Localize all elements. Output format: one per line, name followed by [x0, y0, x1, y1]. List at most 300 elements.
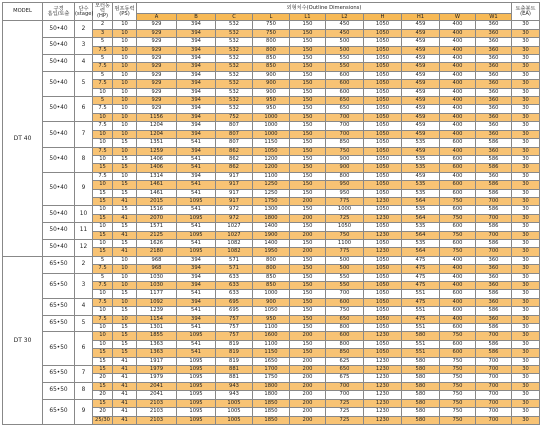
- boost-cell: 10: [113, 71, 137, 79]
- value-cell: 1900: [253, 231, 290, 239]
- value-cell: 360: [476, 105, 512, 113]
- value-cell: 800: [326, 340, 364, 348]
- value-cell: 950: [253, 105, 290, 113]
- motor-cell: 15: [93, 382, 113, 390]
- value-cell: 1050: [364, 21, 402, 29]
- value-cell: 700: [326, 130, 364, 138]
- value-cell: 2103: [137, 416, 177, 424]
- value-cell: 30: [512, 139, 540, 147]
- value-cell: 1800: [253, 214, 290, 222]
- header-stages: 단수 (stage): [75, 3, 93, 21]
- value-cell: 550: [326, 282, 364, 290]
- value-cell: 600: [326, 332, 364, 340]
- value-cell: 541: [177, 290, 216, 298]
- value-cell: 1750: [253, 197, 290, 205]
- value-cell: 1095: [177, 248, 216, 256]
- value-cell: 943: [216, 382, 253, 390]
- value-cell: 459: [402, 122, 440, 130]
- value-cell: 150: [290, 113, 326, 121]
- value-cell: 917: [216, 189, 253, 197]
- flow-cell: 50•40: [43, 55, 75, 72]
- value-cell: 1850: [253, 399, 290, 407]
- motor-cell: 10: [93, 290, 113, 298]
- value-cell: 360: [476, 172, 512, 180]
- value-cell: 757: [216, 324, 253, 332]
- motor-cell: 10: [93, 223, 113, 231]
- value-cell: 1050: [364, 130, 402, 138]
- value-cell: 819: [216, 349, 253, 357]
- value-cell: 200: [290, 408, 326, 416]
- value-cell: 551: [402, 290, 440, 298]
- motor-cell: 15: [93, 164, 113, 172]
- value-cell: 541: [177, 324, 216, 332]
- value-cell: 30: [512, 231, 540, 239]
- value-cell: 564: [402, 214, 440, 222]
- stage-cell: 5: [75, 71, 93, 96]
- value-cell: 700: [476, 197, 512, 205]
- value-cell: 586: [476, 181, 512, 189]
- boost-cell: 10: [113, 105, 137, 113]
- value-cell: 929: [137, 21, 177, 29]
- value-cell: 400: [440, 113, 476, 121]
- value-cell: 1301: [137, 324, 177, 332]
- value-cell: 1050: [364, 147, 402, 155]
- value-cell: 571: [216, 256, 253, 264]
- boost-cell: 15: [113, 340, 137, 348]
- stage-cell: 7: [75, 366, 93, 383]
- value-cell: 800: [326, 172, 364, 180]
- value-cell: 580: [402, 366, 440, 374]
- value-cell: 394: [177, 113, 216, 121]
- value-cell: 1571: [137, 223, 177, 231]
- value-cell: 150: [290, 298, 326, 306]
- value-cell: 1230: [364, 416, 402, 424]
- value-cell: 1250: [253, 189, 290, 197]
- value-cell: 750: [440, 416, 476, 424]
- motor-cell: 10: [93, 155, 113, 163]
- value-cell: 900: [253, 88, 290, 96]
- flow-cell: 65•50: [43, 315, 75, 332]
- motor-cell: 20: [93, 374, 113, 382]
- value-cell: 360: [476, 130, 512, 138]
- value-cell: 750: [440, 214, 476, 222]
- value-cell: 535: [402, 206, 440, 214]
- value-cell: 750: [326, 147, 364, 155]
- value-cell: 2070: [137, 214, 177, 222]
- value-cell: 541: [177, 155, 216, 163]
- header-dim-l: L: [253, 14, 290, 21]
- table-row: [3, 38, 540, 46]
- value-cell: 1030: [137, 273, 177, 281]
- value-cell: 150: [290, 55, 326, 63]
- value-cell: 1050: [364, 256, 402, 264]
- table-row: [3, 399, 540, 407]
- value-cell: 586: [476, 223, 512, 231]
- value-cell: 394: [177, 29, 216, 37]
- value-cell: 450: [326, 29, 364, 37]
- value-cell: 700: [476, 231, 512, 239]
- value-cell: 1050: [364, 223, 402, 231]
- value-cell: 2041: [137, 391, 177, 399]
- motor-cell: 7.5: [93, 63, 113, 71]
- value-cell: 1204: [137, 122, 177, 130]
- spec-body: [3, 21, 540, 425]
- value-cell: 30: [512, 97, 540, 105]
- boost-cell: 15: [113, 349, 137, 357]
- value-cell: 200: [290, 391, 326, 399]
- value-cell: 459: [402, 105, 440, 113]
- value-cell: 30: [512, 332, 540, 340]
- boost-cell: 15: [113, 139, 137, 147]
- value-cell: 586: [476, 164, 512, 172]
- value-cell: 394: [177, 172, 216, 180]
- value-cell: 150: [290, 206, 326, 214]
- value-cell: 1082: [216, 248, 253, 256]
- value-cell: 1050: [364, 172, 402, 180]
- stage-cell: 2: [75, 256, 93, 273]
- value-cell: 600: [440, 340, 476, 348]
- value-cell: 400: [440, 71, 476, 79]
- table-row: [3, 239, 540, 247]
- value-cell: 30: [512, 391, 540, 399]
- value-cell: 1095: [177, 408, 216, 416]
- value-cell: 30: [512, 63, 540, 71]
- value-cell: 394: [177, 130, 216, 138]
- value-cell: 532: [216, 105, 253, 113]
- value-cell: 30: [512, 155, 540, 163]
- boost-cell: 10: [113, 80, 137, 88]
- value-cell: 950: [253, 97, 290, 105]
- value-cell: 360: [476, 71, 512, 79]
- motor-cell: 10: [93, 340, 113, 348]
- value-cell: 541: [177, 239, 216, 247]
- value-cell: 459: [402, 147, 440, 155]
- value-cell: 900: [253, 80, 290, 88]
- boost-cell: 10: [113, 147, 137, 155]
- value-cell: 1050: [364, 265, 402, 273]
- motor-cell: 5: [93, 273, 113, 281]
- value-cell: 400: [440, 29, 476, 37]
- value-cell: 30: [512, 239, 540, 247]
- value-cell: 532: [216, 38, 253, 46]
- value-cell: 1150: [253, 349, 290, 357]
- value-cell: 750: [440, 399, 476, 407]
- value-cell: 929: [137, 55, 177, 63]
- value-cell: 30: [512, 80, 540, 88]
- value-cell: 150: [290, 307, 326, 315]
- value-cell: 394: [177, 46, 216, 54]
- value-cell: 541: [177, 206, 216, 214]
- flow-cell: 50•40: [43, 21, 75, 38]
- value-cell: 30: [512, 223, 540, 231]
- stage-cell: 5: [75, 315, 93, 332]
- value-cell: 30: [512, 324, 540, 332]
- value-cell: 750: [440, 382, 476, 390]
- motor-cell: 10: [93, 88, 113, 96]
- flow-cell: 50•40: [43, 38, 75, 55]
- value-cell: 807: [216, 122, 253, 130]
- value-cell: 1200: [253, 164, 290, 172]
- motor-cell: 5: [93, 38, 113, 46]
- motor-cell: 15: [93, 197, 113, 205]
- value-cell: 1979: [137, 374, 177, 382]
- value-cell: 1050: [364, 38, 402, 46]
- value-cell: 500: [326, 38, 364, 46]
- value-cell: 1200: [253, 155, 290, 163]
- value-cell: 30: [512, 265, 540, 273]
- value-cell: 850: [326, 349, 364, 357]
- value-cell: 394: [177, 105, 216, 113]
- value-cell: 459: [402, 130, 440, 138]
- boost-cell: 15: [113, 189, 137, 197]
- value-cell: 30: [512, 197, 540, 205]
- table-row: [3, 315, 540, 323]
- value-cell: 541: [177, 349, 216, 357]
- value-cell: 750: [440, 332, 476, 340]
- value-cell: 1050: [364, 189, 402, 197]
- value-cell: 459: [402, 113, 440, 121]
- value-cell: 1050: [364, 80, 402, 88]
- value-cell: 633: [216, 290, 253, 298]
- value-cell: 360: [476, 63, 512, 71]
- value-cell: 564: [402, 197, 440, 205]
- value-cell: 695: [216, 298, 253, 306]
- value-cell: 1000: [253, 130, 290, 138]
- value-cell: 551: [402, 340, 440, 348]
- value-cell: 360: [476, 21, 512, 29]
- value-cell: 1050: [326, 223, 364, 231]
- value-cell: 30: [512, 290, 540, 298]
- value-cell: 1050: [364, 29, 402, 37]
- value-cell: 1050: [364, 206, 402, 214]
- value-cell: 150: [290, 21, 326, 29]
- motor-cell: 2: [93, 21, 113, 29]
- motor-cell: 7.5: [93, 282, 113, 290]
- value-cell: 1095: [177, 231, 216, 239]
- value-cell: 400: [440, 46, 476, 54]
- value-cell: 700: [476, 248, 512, 256]
- stage-cell: 10: [75, 206, 93, 223]
- value-cell: 459: [402, 29, 440, 37]
- motor-cell: 7.5: [93, 298, 113, 306]
- value-cell: 30: [512, 298, 540, 306]
- value-cell: 30: [512, 164, 540, 172]
- model-cell: DT 30: [3, 256, 43, 424]
- boost-cell: 10: [113, 55, 137, 63]
- flow-cell: 50•40: [43, 147, 75, 172]
- value-cell: 1230: [364, 197, 402, 205]
- value-cell: 394: [177, 88, 216, 96]
- value-cell: 459: [402, 21, 440, 29]
- value-cell: 150: [290, 147, 326, 155]
- value-cell: 725: [326, 408, 364, 416]
- value-cell: 1461: [137, 181, 177, 189]
- value-cell: 532: [216, 71, 253, 79]
- boost-cell: 10: [113, 282, 137, 290]
- boost-cell: 15: [113, 164, 137, 172]
- value-cell: 1400: [253, 239, 290, 247]
- value-cell: 400: [440, 105, 476, 113]
- value-cell: 400: [440, 172, 476, 180]
- boost-cell: 10: [113, 29, 137, 37]
- boost-cell: 41: [113, 357, 137, 365]
- value-cell: 459: [402, 172, 440, 180]
- stage-cell: 7: [75, 122, 93, 147]
- value-cell: 30: [512, 273, 540, 281]
- value-cell: 30: [512, 122, 540, 130]
- value-cell: 1005: [216, 399, 253, 407]
- value-cell: 532: [216, 21, 253, 29]
- value-cell: 459: [402, 80, 440, 88]
- value-cell: 1230: [364, 332, 402, 340]
- value-cell: 541: [177, 139, 216, 147]
- value-cell: 360: [476, 122, 512, 130]
- value-cell: 394: [177, 55, 216, 63]
- value-cell: 862: [216, 164, 253, 172]
- value-cell: 1406: [137, 164, 177, 172]
- value-cell: 150: [290, 164, 326, 172]
- value-cell: 800: [253, 256, 290, 264]
- value-cell: 360: [476, 55, 512, 63]
- value-cell: 400: [440, 88, 476, 96]
- value-cell: 394: [177, 265, 216, 273]
- value-cell: 1050: [364, 349, 402, 357]
- value-cell: 150: [290, 63, 326, 71]
- motor-cell: 10: [93, 130, 113, 138]
- value-cell: 541: [177, 164, 216, 172]
- value-cell: 1000: [253, 290, 290, 298]
- spec-table: [2, 2, 540, 425]
- boost-cell: 10: [113, 38, 137, 46]
- value-cell: 929: [137, 88, 177, 96]
- boost-cell: 10: [113, 298, 137, 306]
- value-cell: 475: [402, 315, 440, 323]
- value-cell: 600: [440, 290, 476, 298]
- value-cell: 200: [290, 357, 326, 365]
- value-cell: 400: [440, 273, 476, 281]
- value-cell: 1092: [137, 298, 177, 306]
- value-cell: 650: [326, 315, 364, 323]
- value-cell: 551: [402, 324, 440, 332]
- boost-cell: 41: [113, 248, 137, 256]
- value-cell: 400: [440, 256, 476, 264]
- value-cell: 200: [290, 382, 326, 390]
- boost-cell: 15: [113, 324, 137, 332]
- value-cell: 564: [402, 231, 440, 239]
- value-cell: 757: [216, 332, 253, 340]
- boost-cell: 41: [113, 231, 137, 239]
- motor-cell: 5: [93, 97, 113, 105]
- value-cell: 586: [476, 189, 512, 197]
- table-row: [3, 55, 540, 63]
- value-cell: 30: [512, 349, 540, 357]
- stage-cell: 2: [75, 21, 93, 38]
- table-row: [3, 298, 540, 306]
- header-tail: 토출볼트 (EA): [512, 3, 540, 21]
- value-cell: 1230: [364, 399, 402, 407]
- header-dim-h: H: [364, 14, 402, 21]
- boost-cell: 41: [113, 382, 137, 390]
- value-cell: 571: [216, 265, 253, 273]
- value-cell: 30: [512, 105, 540, 113]
- value-cell: 600: [440, 324, 476, 332]
- value-cell: 1050: [364, 340, 402, 348]
- value-cell: 1050: [364, 71, 402, 79]
- value-cell: 580: [402, 374, 440, 382]
- value-cell: 1750: [253, 374, 290, 382]
- value-cell: 1095: [177, 399, 216, 407]
- value-cell: 1050: [364, 239, 402, 247]
- value-cell: 900: [253, 298, 290, 306]
- value-cell: 1050: [364, 113, 402, 121]
- value-cell: 400: [440, 315, 476, 323]
- value-cell: 725: [326, 214, 364, 222]
- motor-cell: 15: [93, 366, 113, 374]
- value-cell: 1030: [137, 282, 177, 290]
- boost-cell: 15: [113, 290, 137, 298]
- stage-cell: 9: [75, 172, 93, 206]
- value-cell: 1230: [364, 374, 402, 382]
- value-cell: 30: [512, 88, 540, 96]
- value-cell: 400: [440, 38, 476, 46]
- flow-cell: 65•50: [43, 399, 75, 424]
- value-cell: 30: [512, 408, 540, 416]
- value-cell: 850: [253, 63, 290, 71]
- header-dim-l2: L2: [326, 14, 364, 21]
- value-cell: 1950: [253, 248, 290, 256]
- value-cell: 1095: [177, 332, 216, 340]
- table-row: [3, 332, 540, 340]
- value-cell: 600: [326, 88, 364, 96]
- value-cell: 700: [326, 391, 364, 399]
- value-cell: 943: [216, 391, 253, 399]
- value-cell: 360: [476, 113, 512, 121]
- table-row: [3, 122, 540, 130]
- value-cell: 700: [476, 332, 512, 340]
- value-cell: 725: [326, 399, 364, 407]
- value-cell: 394: [177, 256, 216, 264]
- value-cell: 625: [326, 357, 364, 365]
- model-cell: DT 40: [3, 21, 43, 256]
- value-cell: 775: [326, 197, 364, 205]
- motor-cell: 15: [93, 248, 113, 256]
- header-motor: 모터동력 (HP): [93, 3, 113, 21]
- value-cell: 1050: [364, 298, 402, 306]
- value-cell: 700: [476, 382, 512, 390]
- table-row: [3, 366, 540, 374]
- boost-cell: 10: [113, 113, 137, 121]
- motor-cell: 15: [93, 349, 113, 357]
- table-row: [3, 256, 540, 264]
- value-cell: 532: [216, 63, 253, 71]
- value-cell: 972: [216, 206, 253, 214]
- flow-cell: 65•50: [43, 366, 75, 383]
- value-cell: 360: [476, 273, 512, 281]
- value-cell: 400: [440, 80, 476, 88]
- flow-cell: 50•40: [43, 206, 75, 223]
- motor-cell: 20: [93, 391, 113, 399]
- value-cell: 150: [290, 46, 326, 54]
- value-cell: 1314: [137, 172, 177, 180]
- table-row: [3, 382, 540, 390]
- motor-cell: 7.5: [93, 265, 113, 273]
- value-cell: 500: [326, 265, 364, 273]
- value-cell: 2041: [137, 382, 177, 390]
- value-cell: 1516: [137, 206, 177, 214]
- value-cell: 150: [290, 80, 326, 88]
- value-cell: 1050: [364, 324, 402, 332]
- value-cell: 1850: [253, 416, 290, 424]
